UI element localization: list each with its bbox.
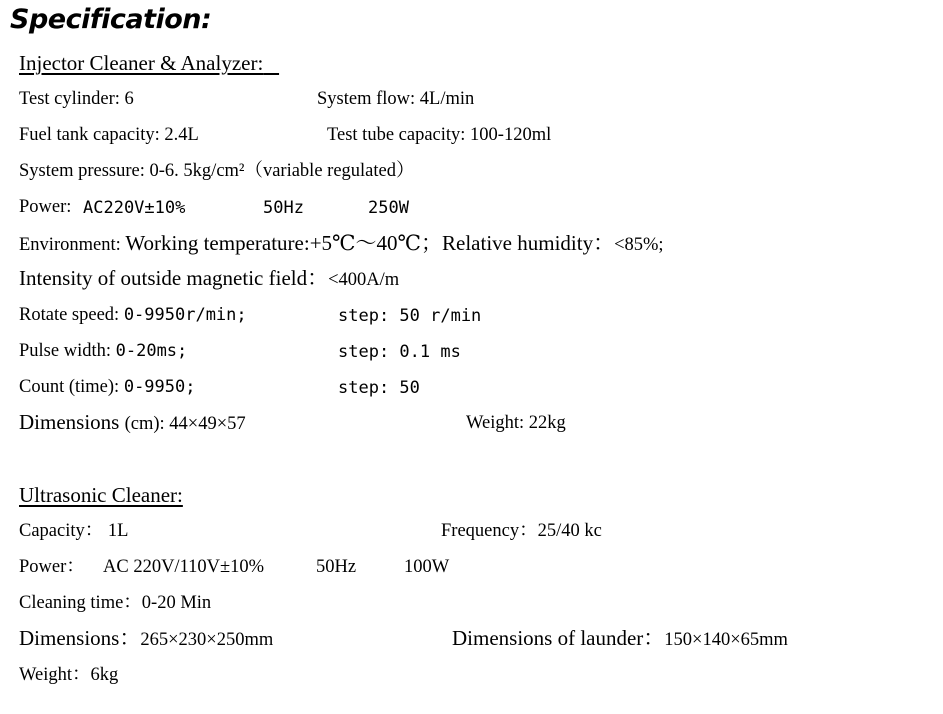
- power-label: Power:: [19, 197, 72, 217]
- count-time-step: step: 50: [338, 378, 420, 398]
- launder-dimensions-value: 150×140×65mm: [664, 630, 788, 650]
- system-pressure-label: System pressure:: [19, 161, 150, 181]
- injector-weight: Weight: 22kg: [466, 413, 566, 433]
- ultrasonic-power-voltage: AC 220V/110V±10%: [103, 557, 265, 577]
- rotate-speed-step: step: 50 r/min: [338, 306, 482, 326]
- power-voltage: AC220V±10%: [83, 198, 186, 218]
- pulse-width-value: 0-20ms;: [115, 341, 188, 361]
- working-temperature-value: +5℃～40℃；: [309, 231, 443, 255]
- launder-dimensions: [452, 626, 788, 652]
- magnetic-field-label: Intensity of outside magnetic field：: [19, 266, 329, 290]
- pulse-width: [19, 339, 187, 363]
- injector-title-text: Injector Cleaner & Analyzer:: [19, 51, 264, 75]
- ultrasonic-power-frequency: 50Hz: [316, 557, 357, 577]
- cleaning-time: Cleaning time：0-20 Min: [19, 593, 212, 613]
- ultrasonic-section-title: Ultrasonic Cleaner:: [19, 483, 183, 507]
- environment: [19, 231, 664, 257]
- ultrasonic-power-wattage: 100W: [404, 557, 450, 577]
- injector-dimensions-label: Dimensions: [19, 410, 125, 434]
- environment-label: Environment:: [19, 235, 126, 255]
- launder-dimensions-label: Dimensions of launder：: [452, 626, 665, 650]
- magnetic-field-value: <400A/m: [328, 270, 400, 290]
- system-pressure-value: 0-6. 5kg/cm²（variable regulated）: [149, 161, 415, 181]
- count-time-value: 0-9950;: [123, 377, 196, 397]
- rotate-speed-value: 0-9950r/min;: [123, 305, 247, 325]
- magnetic-field: [19, 266, 399, 292]
- ultrasonic-dimensions-value: 265×230×250mm: [140, 630, 274, 650]
- injector-dimensions: [19, 410, 246, 436]
- fuel-tank-capacity: Fuel tank capacity: 2.4L: [19, 125, 199, 145]
- ultrasonic-frequency: Frequency：25/40 kc: [441, 521, 602, 541]
- pulse-width-step: step: 0.1 ms: [338, 342, 461, 362]
- relative-humidity-label: Relative humidity：: [442, 231, 615, 255]
- ultrasonic-dimensions-label: Dimensions：: [19, 626, 141, 650]
- working-temperature-label: Working temperature:: [125, 231, 310, 255]
- pulse-width-label: Pulse width:: [19, 341, 116, 361]
- relative-humidity-value: <85%;: [614, 235, 664, 255]
- power-wattage: 250W: [368, 198, 409, 218]
- rotate-speed-label: Rotate speed:: [19, 305, 124, 325]
- test-cylinder: Test cylinder: 6: [19, 89, 134, 109]
- ultrasonic-dimensions: [19, 626, 273, 652]
- ultrasonic-capacity: Capacity： 1L: [19, 521, 129, 541]
- power-frequency: 50Hz: [263, 198, 304, 218]
- count-time-label: Count (time):: [19, 377, 124, 397]
- injector-dimensions-value: (cm): 44×49×57: [124, 414, 246, 434]
- test-tube-capacity: Test tube capacity: 100-120ml: [327, 125, 552, 145]
- injector-section-title: [19, 50, 279, 76]
- system-pressure: [19, 159, 415, 183]
- count-time: [19, 375, 195, 399]
- ultrasonic-power-label: Power：: [19, 557, 85, 577]
- rotate-speed: [19, 303, 247, 327]
- system-flow: System flow: 4L/min: [317, 89, 475, 109]
- ultrasonic-weight: Weight：6kg: [19, 665, 119, 685]
- page-heading: Specification:: [10, 4, 212, 35]
